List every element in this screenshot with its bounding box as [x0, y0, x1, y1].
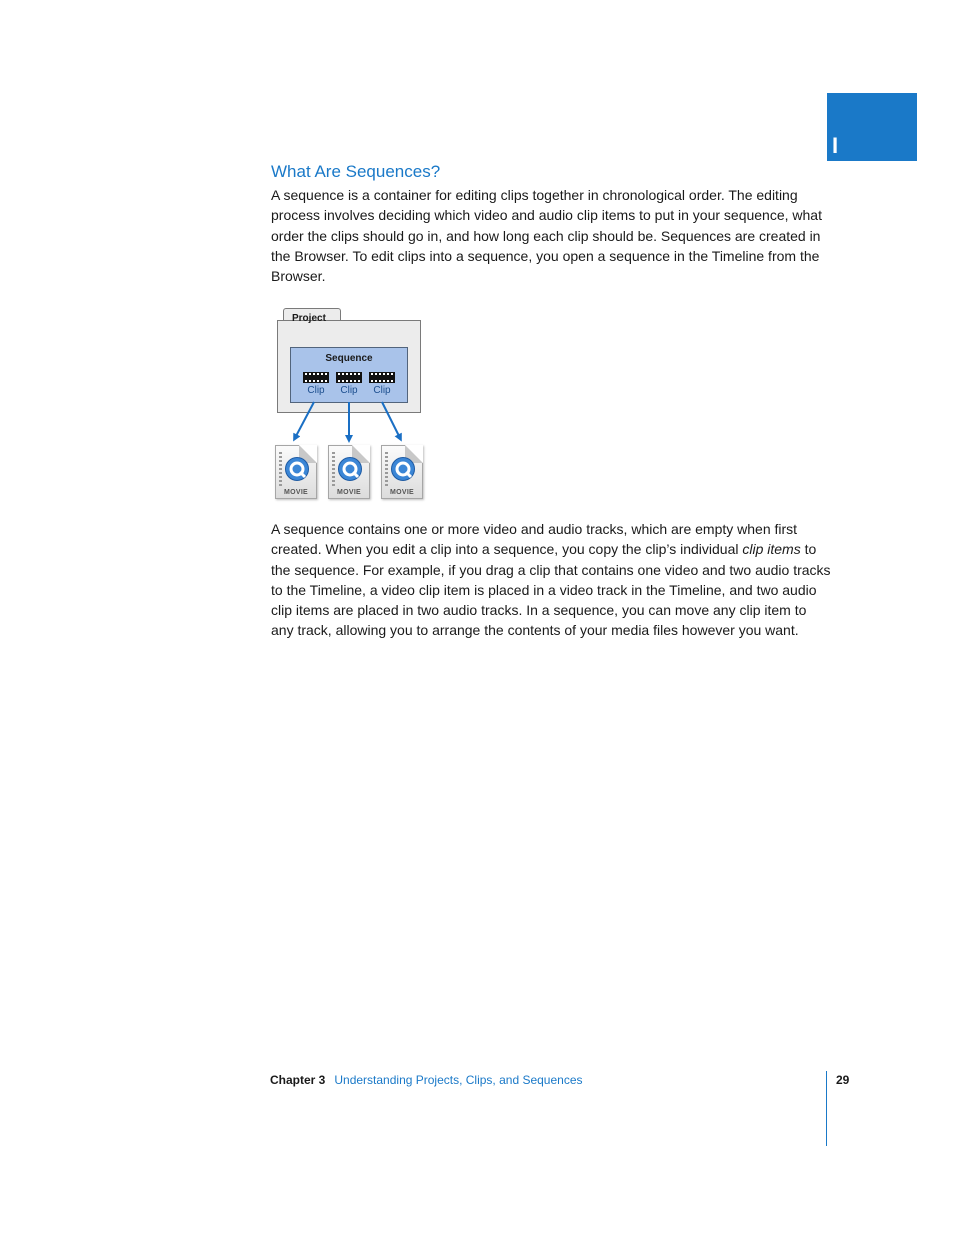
page-number: 29: [836, 1073, 850, 1087]
chapter-tab: [827, 93, 917, 161]
movie-file-icon-3: [381, 445, 423, 499]
page-footer: [270, 1073, 583, 1087]
project-label: Project: [292, 313, 326, 324]
quicktime-movie-icon: [337, 456, 363, 482]
footer-chapter-title: Understanding Projects, Clips, and Sequences: [334, 1073, 583, 1087]
chapter-tab-numeral: I: [832, 133, 839, 158]
clip-label-3: Clip: [373, 385, 391, 396]
intro-paragraph: A sequence is a container for editing clips together in chronological order. The editing process involves deciding which video and audio clip items to put in your sequence, what order the clips should go in, and how long each clip should be. Sequences are created in the Browser. To edit clips into a sequence, you open a sequence in the Timeline from the Browser.: [271, 187, 822, 285]
sequence-label: Sequence: [325, 353, 373, 364]
movie-file-label: MOVIE: [389, 489, 415, 496]
section-heading: What Are Sequences?: [271, 162, 441, 181]
project-sequence-diagram: [268, 305, 428, 505]
movie-file-icon-2: [328, 445, 370, 499]
body-paragraph-part-1: A sequence contains one or more video and audio tracks, which are empty when first created. When you edit a clip into a sequence, you copy the clip’s individual: [271, 521, 798, 558]
movie-file-label: MOVIE: [336, 489, 362, 496]
body-paragraph-part-2: to the sequence. For example, if you drag a clip that contains one video and two audio tracks to the Timeline, a video clip item is placed in a video track in the Timeline, and two audio clip items are placed in two audio tracks. In a sequence, you can move any clip item to any track, allowing you to arrange the contents of your media files however you want.: [271, 541, 831, 639]
body-paragraph: [271, 519, 831, 641]
footer-divider: [826, 1071, 827, 1146]
clip-items-term: clip items: [742, 541, 801, 558]
clip-label-2: Clip: [340, 385, 358, 396]
quicktime-movie-icon: [284, 456, 310, 482]
clip-label-1: Clip: [307, 385, 325, 396]
arrow-icon: [295, 402, 314, 438]
arrow-icon: [382, 402, 400, 438]
movie-file-icon-1: [275, 445, 317, 499]
clip-to-media-arrows: [268, 305, 428, 445]
quicktime-movie-icon: [390, 456, 416, 482]
movie-file-label: MOVIE: [283, 489, 309, 496]
footer-chapter: Chapter 3: [270, 1073, 326, 1087]
